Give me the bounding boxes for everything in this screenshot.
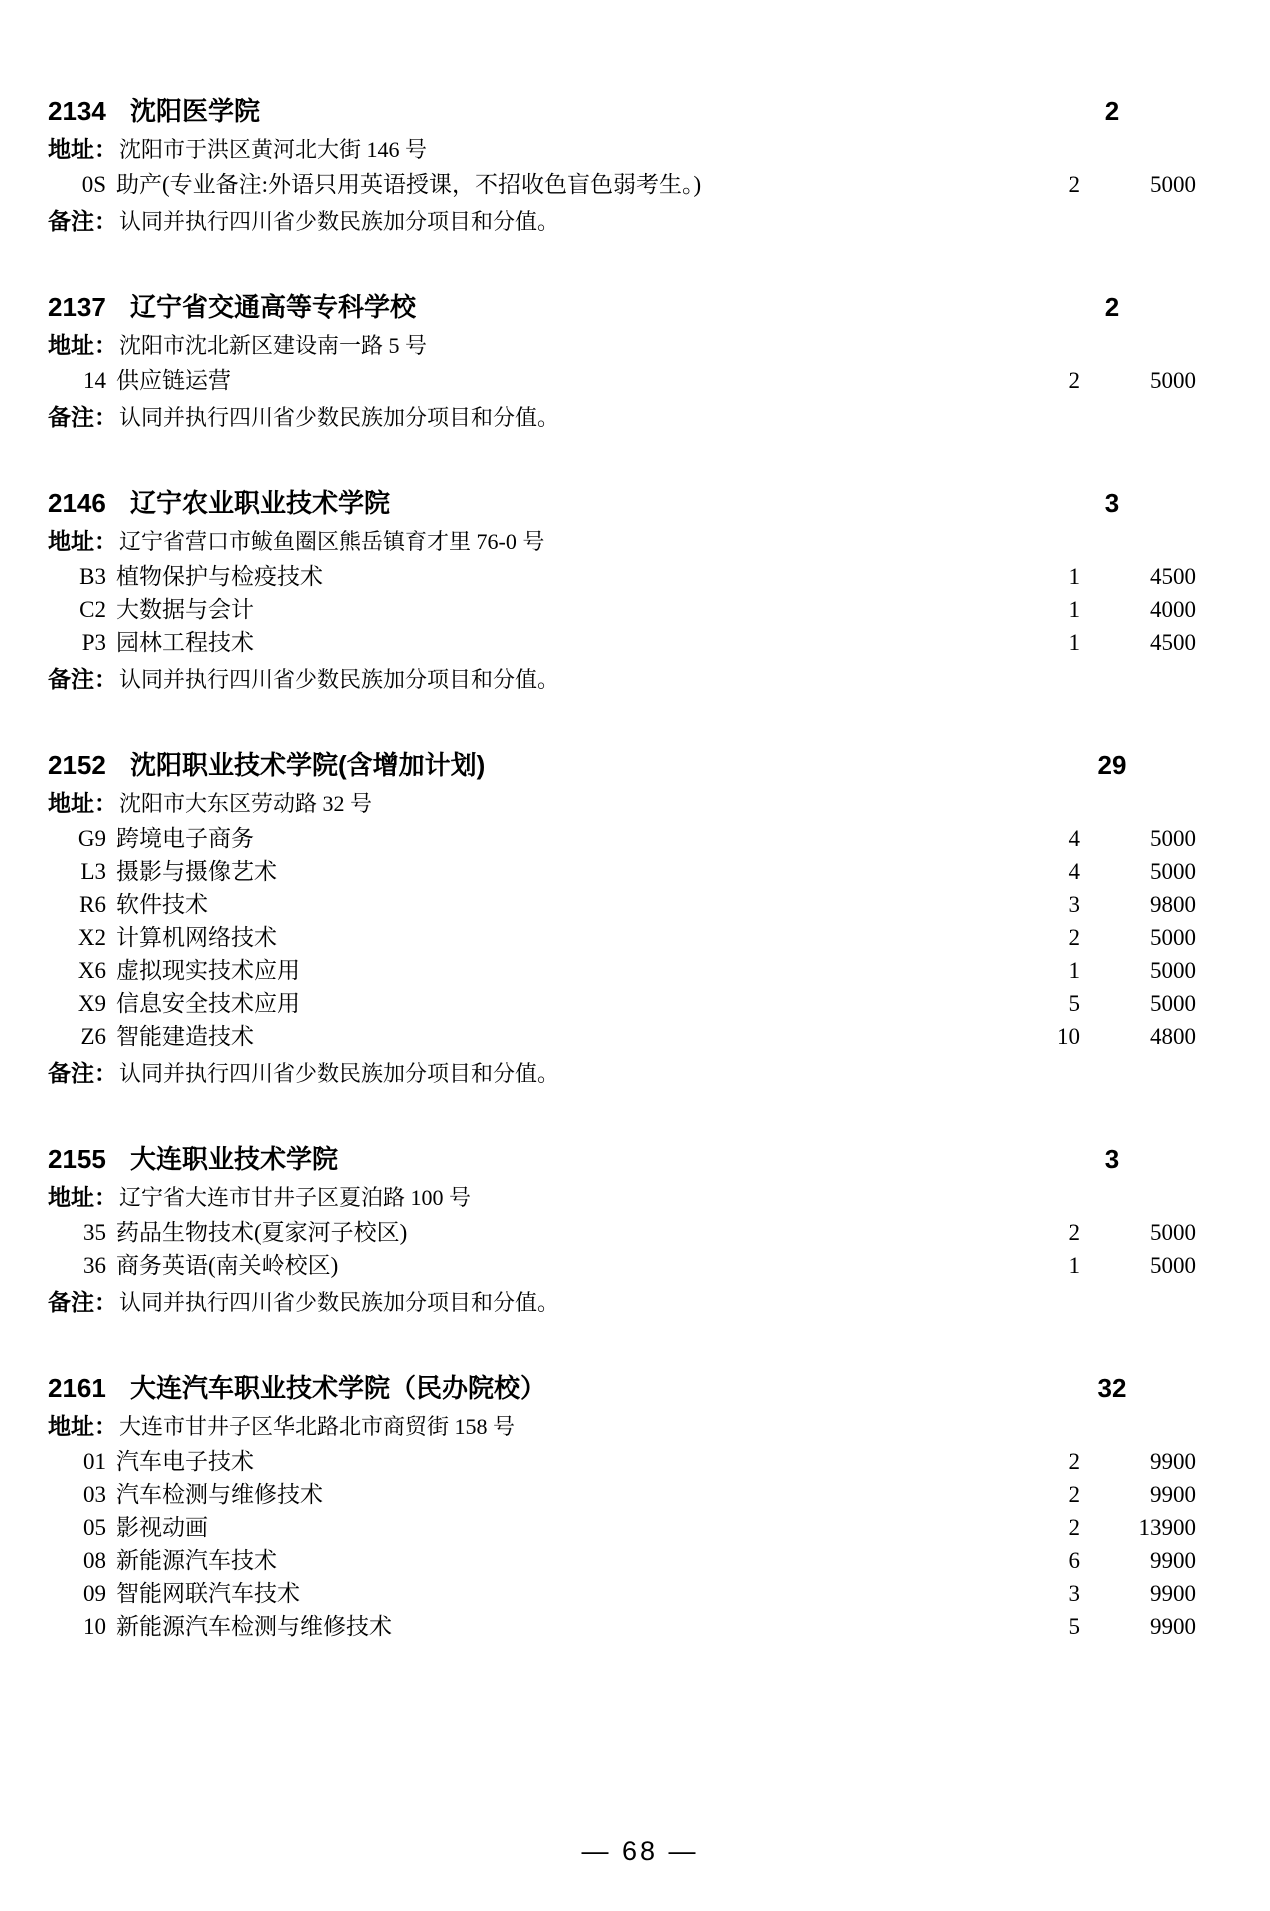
note-label: 备注： — [48, 208, 117, 234]
note-label: 备注： — [48, 666, 117, 692]
address-text: 沈阳市沈北新区建设南一路 5 号 — [119, 333, 428, 358]
major-row — [48, 1020, 1208, 1053]
major-tuition-fee: 9900 — [1150, 1581, 1196, 1606]
note-text: 认同并执行四川省少数民族加分项目和分值。 — [119, 405, 560, 430]
school-header — [48, 288, 1208, 326]
school-block — [48, 92, 1208, 240]
major-tuition-fee: 5000 — [1150, 826, 1196, 851]
major-name: 药品生物技术(夏家河子校区) — [116, 1220, 408, 1245]
school-block — [48, 1369, 1208, 1643]
major-code: 03 — [83, 1482, 106, 1507]
address-text: 大连市甘井子区华北路北市商贸街 158 号 — [119, 1414, 516, 1439]
major-plan-count: 3 — [1068, 892, 1080, 917]
school-total-plan: 3 — [1104, 488, 1120, 518]
major-code: 14 — [83, 368, 106, 393]
major-code: 05 — [83, 1515, 106, 1540]
major-name: 摄影与摄像艺术 — [116, 859, 277, 884]
major-code: X2 — [77, 925, 106, 950]
school-note-line — [48, 1284, 1208, 1321]
major-plan-count: 1 — [1068, 958, 1080, 983]
major-tuition-fee: 5000 — [1150, 368, 1196, 393]
school-name: 大连汽车职业技术学院（民办院校） — [130, 1373, 547, 1403]
address-label: 地址： — [48, 136, 117, 162]
school-address-line — [48, 524, 1208, 559]
school-block — [48, 288, 1208, 436]
school-note-line — [48, 661, 1208, 698]
major-tuition-fee: 5000 — [1150, 958, 1196, 983]
major-row — [48, 888, 1208, 921]
major-plan-count: 3 — [1068, 1581, 1080, 1606]
major-tuition-fee: 9900 — [1150, 1449, 1196, 1474]
major-row — [48, 1610, 1208, 1643]
address-label: 地址： — [48, 1413, 117, 1439]
school-address-line — [48, 786, 1208, 821]
major-row — [48, 1445, 1208, 1478]
major-name: 商务英语(南关岭校区) — [116, 1253, 339, 1278]
school-block — [48, 484, 1208, 698]
note-text: 认同并执行四川省少数民族加分项目和分值。 — [119, 1290, 560, 1315]
major-code: X9 — [77, 991, 106, 1016]
major-code: L3 — [80, 859, 106, 884]
major-row — [48, 954, 1208, 987]
school-code: 2146 — [48, 488, 106, 518]
school-address-line — [48, 1409, 1208, 1444]
major-name: 跨境电子商务 — [116, 826, 254, 851]
address-label: 地址： — [48, 528, 117, 554]
major-plan-count: 1 — [1068, 564, 1080, 589]
school-name: 辽宁农业职业技术学院 — [130, 488, 391, 518]
major-plan-count: 2 — [1068, 1449, 1080, 1474]
major-tuition-fee: 13900 — [1138, 1515, 1196, 1540]
school-name: 大连职业技术学院 — [130, 1144, 339, 1174]
major-row — [48, 822, 1208, 855]
major-code: 01 — [83, 1449, 106, 1474]
major-tuition-fee: 5000 — [1150, 1253, 1196, 1278]
major-tuition-fee: 5000 — [1150, 925, 1196, 950]
major-code: G9 — [77, 826, 106, 851]
school-note-line — [48, 1055, 1208, 1092]
major-row — [48, 560, 1208, 593]
school-total-plan: 2 — [1104, 96, 1120, 126]
major-plan-count: 1 — [1068, 630, 1080, 655]
major-name: 汽车电子技术 — [116, 1449, 254, 1474]
major-tuition-fee: 4500 — [1150, 564, 1196, 589]
school-header — [48, 92, 1208, 130]
major-plan-count: 4 — [1068, 826, 1080, 851]
major-code: Z6 — [80, 1024, 106, 1049]
major-code: R6 — [79, 892, 106, 917]
major-plan-count: 2 — [1068, 368, 1080, 393]
major-plan-count: 6 — [1068, 1548, 1080, 1573]
major-row — [48, 1478, 1208, 1511]
major-row — [48, 364, 1208, 397]
note-text: 认同并执行四川省少数民族加分项目和分值。 — [119, 667, 560, 692]
major-name: 影视动画 — [116, 1515, 208, 1540]
major-row — [48, 855, 1208, 888]
major-code: 35 — [83, 1220, 106, 1245]
school-note-line — [48, 203, 1208, 240]
school-header — [48, 1140, 1208, 1178]
school-total-plan: 3 — [1104, 1144, 1120, 1174]
major-plan-count: 4 — [1068, 859, 1080, 884]
major-tuition-fee: 9900 — [1150, 1548, 1196, 1573]
major-name: 植物保护与检疫技术 — [116, 564, 323, 589]
major-tuition-fee: 9800 — [1150, 892, 1196, 917]
school-header — [48, 746, 1208, 784]
school-code: 2161 — [48, 1373, 106, 1403]
school-code: 2152 — [48, 750, 106, 780]
school-address-line — [48, 328, 1208, 363]
page-number: — 68 — — [581, 1836, 699, 1866]
major-name: 计算机网络技术 — [116, 925, 277, 950]
school-total-plan: 32 — [1097, 1373, 1127, 1403]
major-code: 09 — [83, 1581, 106, 1606]
major-plan-count: 2 — [1068, 925, 1080, 950]
major-tuition-fee: 5000 — [1150, 172, 1196, 197]
major-name: 大数据与会计 — [116, 597, 254, 622]
major-code: 0S — [81, 172, 106, 197]
major-plan-count: 5 — [1068, 1614, 1080, 1639]
school-code: 2137 — [48, 292, 106, 322]
major-tuition-fee: 9900 — [1150, 1614, 1196, 1639]
major-row — [48, 1216, 1208, 1249]
major-tuition-fee: 4500 — [1150, 630, 1196, 655]
major-plan-count: 2 — [1068, 172, 1080, 197]
major-tuition-fee: 5000 — [1150, 1220, 1196, 1245]
major-name: 虚拟现实技术应用 — [116, 958, 300, 983]
major-plan-count: 2 — [1068, 1515, 1080, 1540]
major-code: 08 — [83, 1548, 106, 1573]
major-name: 新能源汽车技术 — [116, 1548, 277, 1573]
major-plan-count: 1 — [1068, 597, 1080, 622]
school-block — [48, 1140, 1208, 1321]
school-note-line — [48, 399, 1208, 436]
major-name: 供应链运营 — [116, 368, 231, 393]
major-tuition-fee: 5000 — [1150, 859, 1196, 884]
major-tuition-fee: 9900 — [1150, 1482, 1196, 1507]
major-name: 软件技术 — [116, 892, 208, 917]
major-name: 新能源汽车检测与维修技术 — [116, 1614, 392, 1639]
address-text: 辽宁省大连市甘井子区夏泊路 100 号 — [119, 1185, 472, 1210]
major-row — [48, 593, 1208, 626]
major-row — [48, 168, 1208, 201]
major-plan-count: 1 — [1068, 1253, 1080, 1278]
major-plan-count: 5 — [1068, 991, 1080, 1016]
major-code: C2 — [79, 597, 106, 622]
address-text: 沈阳市大东区劳动路 32 号 — [119, 791, 373, 816]
address-label: 地址： — [48, 790, 117, 816]
major-code: P3 — [81, 630, 106, 655]
major-name: 园林工程技术 — [116, 630, 254, 655]
note-label: 备注： — [48, 404, 117, 430]
address-text: 沈阳市于洪区黄河北大街 146 号 — [119, 137, 428, 162]
note-label: 备注： — [48, 1289, 117, 1315]
note-text: 认同并执行四川省少数民族加分项目和分值。 — [119, 209, 560, 234]
address-label: 地址： — [48, 332, 117, 358]
school-code: 2155 — [48, 1144, 106, 1174]
school-name: 沈阳医学院 — [130, 96, 261, 126]
major-tuition-fee: 5000 — [1150, 991, 1196, 1016]
school-total-plan: 29 — [1097, 750, 1127, 780]
major-row — [48, 1577, 1208, 1610]
major-code: B3 — [79, 564, 106, 589]
major-plan-count: 10 — [1057, 1024, 1080, 1049]
school-total-plan: 2 — [1104, 292, 1120, 322]
major-name: 智能网联汽车技术 — [116, 1581, 300, 1606]
school-code: 2134 — [48, 96, 106, 126]
school-address-line — [48, 132, 1208, 167]
major-name: 汽车检测与维修技术 — [116, 1482, 323, 1507]
major-row — [48, 921, 1208, 954]
major-code: 10 — [83, 1614, 106, 1639]
school-header — [48, 484, 1208, 522]
major-name: 助产(专业备注:外语只用英语授课，不招收色盲色弱考生。) — [116, 172, 702, 197]
major-row — [48, 626, 1208, 659]
school-address-line — [48, 1180, 1208, 1215]
note-label: 备注： — [48, 1060, 117, 1086]
major-row — [48, 987, 1208, 1020]
major-tuition-fee: 4000 — [1150, 597, 1196, 622]
major-row — [48, 1511, 1208, 1544]
major-name: 信息安全技术应用 — [116, 991, 300, 1016]
major-code: 36 — [83, 1253, 106, 1278]
major-code: X6 — [77, 958, 106, 983]
major-row — [48, 1249, 1208, 1282]
address-text: 辽宁省营口市鲅鱼圈区熊岳镇育才里 76-0 号 — [119, 529, 545, 554]
major-tuition-fee: 4800 — [1150, 1024, 1196, 1049]
major-row — [48, 1544, 1208, 1577]
note-text: 认同并执行四川省少数民族加分项目和分值。 — [119, 1061, 560, 1086]
address-label: 地址： — [48, 1184, 117, 1210]
school-header — [48, 1369, 1208, 1407]
school-block — [48, 746, 1208, 1092]
school-name: 沈阳职业技术学院(含增加计划) — [130, 750, 486, 780]
school-name: 辽宁省交通高等专科学校 — [130, 292, 417, 322]
major-plan-count: 2 — [1068, 1220, 1080, 1245]
major-plan-count: 2 — [1068, 1482, 1080, 1507]
major-name: 智能建造技术 — [116, 1024, 254, 1049]
